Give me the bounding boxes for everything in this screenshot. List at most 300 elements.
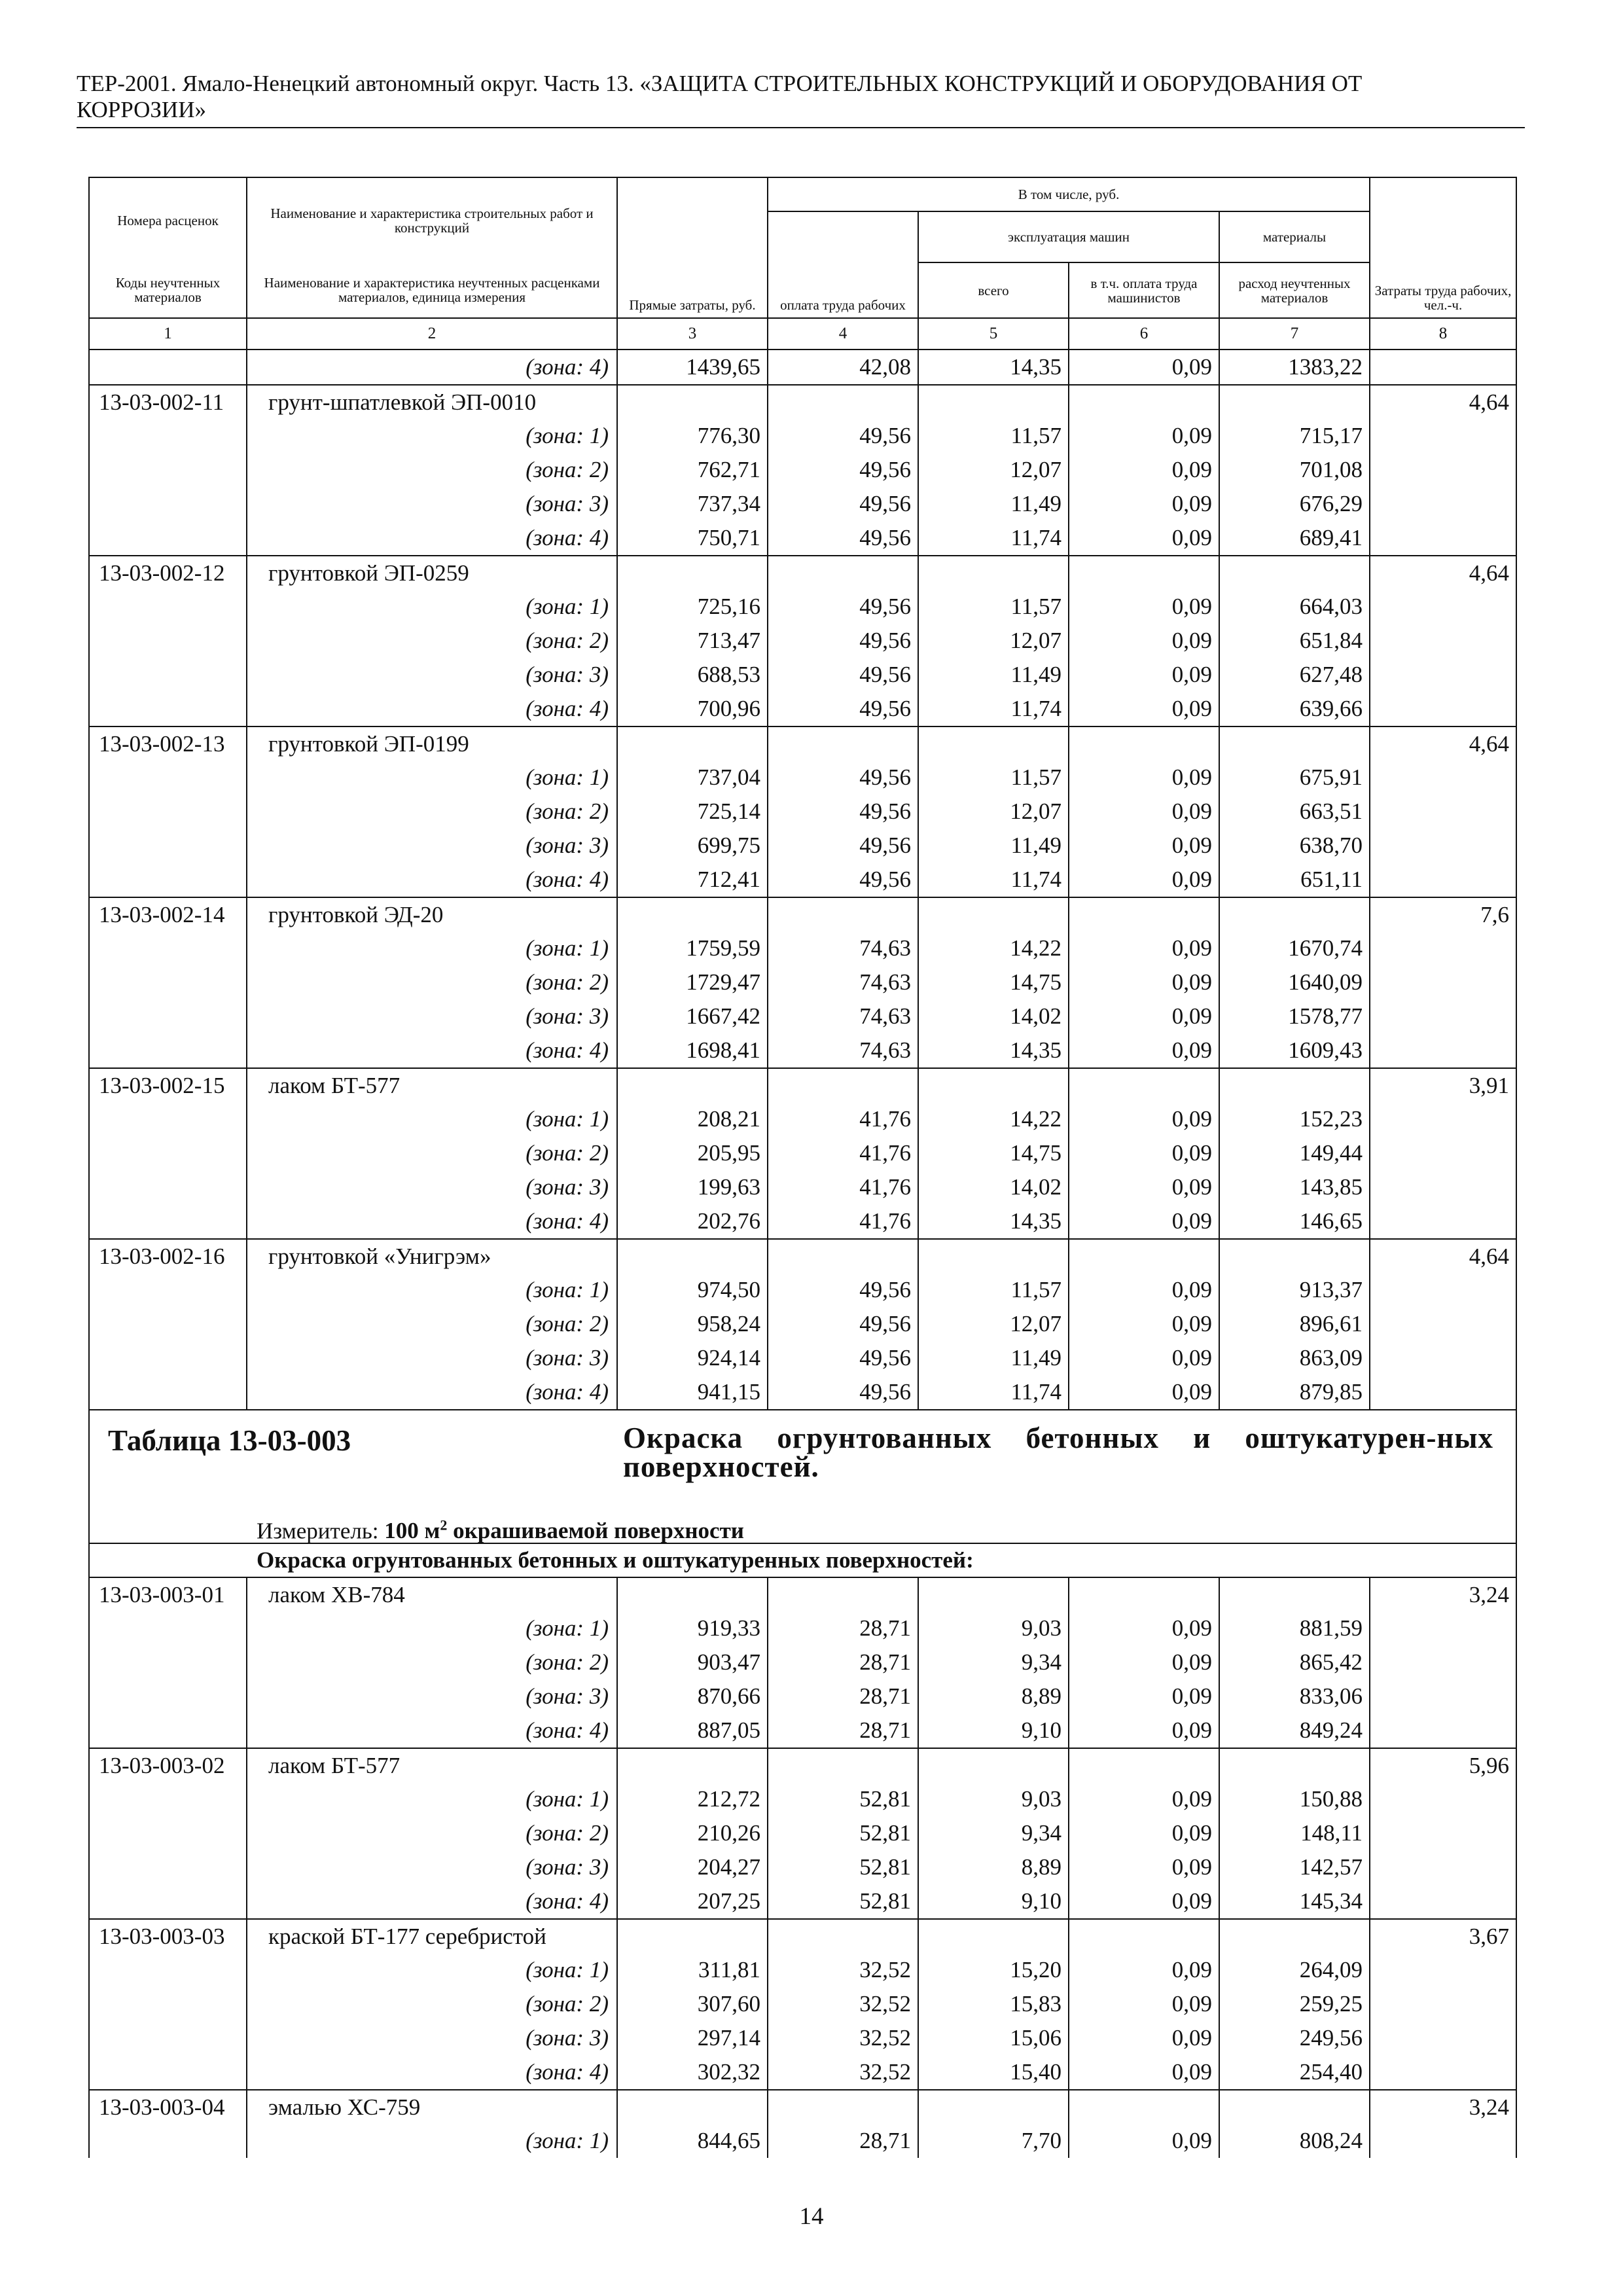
empty-cell <box>89 1170 247 1204</box>
empty-cell <box>1370 795 1516 829</box>
worker-wages: 28,71 <box>768 2124 918 2158</box>
worker-wages: 42,08 <box>768 350 918 385</box>
zone-label: (зона: 4) <box>247 350 617 385</box>
machines-total: 11,49 <box>918 829 1069 863</box>
machinist-wages: 0,09 <box>1069 1782 1219 1816</box>
machinist-wages: 0,09 <box>1069 2124 1219 2158</box>
zone-row <box>89 2055 1516 2090</box>
rate-name: грунтовкой «Унигрэм» <box>247 1239 617 1274</box>
rate-code: 13-03-002-16 <box>89 1239 247 1274</box>
rate-code: 13-03-003-01 <box>89 1577 247 1612</box>
machines-total: 11,49 <box>918 1341 1069 1375</box>
empty-cell <box>89 1033 247 1068</box>
empty-cell <box>89 1850 247 1884</box>
machinist-wages: 0,09 <box>1069 1884 1219 1919</box>
machinist-wages: 0,09 <box>1069 692 1219 726</box>
zone-label: (зона: 2) <box>247 1307 617 1341</box>
worker-wages: 74,63 <box>768 999 918 1033</box>
materials-cost: 152,23 <box>1219 1103 1370 1137</box>
zone-row <box>89 1816 1516 1850</box>
meter-value-exponent: 2 <box>440 1516 448 1534</box>
empty-cell <box>1219 2090 1370 2125</box>
machinist-wages: 0,09 <box>1069 453 1219 487</box>
empty-cell <box>1370 692 1516 726</box>
empty-cell <box>1370 932 1516 966</box>
rate-header-row <box>89 897 1516 932</box>
worker-wages: 41,76 <box>768 1136 918 1170</box>
empty-cell <box>1370 1136 1516 1170</box>
empty-cell <box>617 1919 768 1954</box>
machinist-wages: 0,09 <box>1069 1679 1219 1713</box>
rate-code: 13-03-002-12 <box>89 556 247 590</box>
empty-cell <box>617 897 768 932</box>
empty-cell <box>89 1612 247 1646</box>
empty-cell <box>1219 1748 1370 1783</box>
zone-label: (зона: 1) <box>247 590 617 624</box>
machines-total: 14,02 <box>918 1170 1069 1204</box>
zone-label: (зона: 3) <box>247 487 617 521</box>
rate-name: грунтовкой ЭП-0259 <box>247 556 617 590</box>
empty-cell <box>1370 1987 1516 2021</box>
worker-wages: 52,81 <box>768 1850 918 1884</box>
wages-header: оплата труда рабочих <box>768 211 918 318</box>
empty-cell <box>89 1679 247 1713</box>
empty-cell <box>89 2055 247 2090</box>
machinist-wages: 0,09 <box>1069 829 1219 863</box>
rate-header-row <box>89 385 1516 420</box>
rate-header-row <box>89 726 1516 761</box>
materials-cost: 715,17 <box>1219 420 1370 454</box>
empty-cell <box>1069 1068 1219 1103</box>
zone-label: (зона: 4) <box>247 1713 617 1748</box>
zone-row <box>89 965 1516 999</box>
machinist-wages: 0,09 <box>1069 487 1219 521</box>
labor-cost: 3,24 <box>1370 1577 1516 1612</box>
machines-total: 11,74 <box>918 692 1069 726</box>
zone-label: (зона: 3) <box>247 658 617 692</box>
materials-cost: 259,25 <box>1219 1987 1370 2021</box>
zone-row <box>89 2021 1516 2055</box>
machinist-wages: 0,09 <box>1069 2021 1219 2055</box>
zone-row <box>89 2124 1516 2158</box>
worker-wages: 28,71 <box>768 1645 918 1679</box>
worker-wages: 49,56 <box>768 1341 918 1375</box>
materials-cost: 639,66 <box>1219 692 1370 726</box>
labor-cost: 3,67 <box>1370 1919 1516 1954</box>
empty-cell <box>918 1748 1069 1783</box>
direct-costs: 924,14 <box>617 1341 768 1375</box>
rate-header-row <box>89 1748 1516 1783</box>
labor-cost: 7,6 <box>1370 897 1516 932</box>
empty-cell <box>1069 1748 1219 1783</box>
col-number: 3 <box>617 318 768 350</box>
machines-total: 11,49 <box>918 487 1069 521</box>
materials-cost: 148,11 <box>1219 1816 1370 1850</box>
materials-cost: 149,44 <box>1219 1136 1370 1170</box>
materials-cost: 676,29 <box>1219 487 1370 521</box>
direct-costs: 700,96 <box>617 692 768 726</box>
empty-cell <box>1370 1713 1516 1748</box>
zone-row <box>89 350 1516 385</box>
col-number: 4 <box>768 318 918 350</box>
machines-total: 14,22 <box>918 932 1069 966</box>
col-number: 6 <box>1069 318 1219 350</box>
direct-costs: 1698,41 <box>617 1033 768 1068</box>
zone-label: (зона: 2) <box>247 795 617 829</box>
direct-costs: 737,34 <box>617 487 768 521</box>
empty-cell <box>918 385 1069 420</box>
empty-cell <box>617 1068 768 1103</box>
zone-row <box>89 761 1516 795</box>
zone-row <box>89 590 1516 624</box>
zone-row <box>89 1170 1516 1204</box>
rate-header-row <box>89 1068 1516 1103</box>
materials-cost: 638,70 <box>1219 829 1370 863</box>
worker-wages: 49,56 <box>768 521 918 556</box>
meter-value-unit: окрашиваемой поверхности <box>447 1518 744 1543</box>
worker-wages: 41,76 <box>768 1103 918 1137</box>
materials-cost: 264,09 <box>1219 1953 1370 1987</box>
table-meter-row <box>89 1509 1516 1543</box>
empty-cell <box>918 897 1069 932</box>
machinist-wages: 0,09 <box>1069 1645 1219 1679</box>
zone-row <box>89 1679 1516 1713</box>
worker-wages: 32,52 <box>768 2021 918 2055</box>
table-number: Таблица 13-03-003 <box>108 1424 351 1457</box>
zone-row <box>89 420 1516 454</box>
empty-cell <box>1219 1919 1370 1954</box>
labor-cost: 3,91 <box>1370 1068 1516 1103</box>
empty-cell <box>768 1577 918 1612</box>
empty-cell <box>89 1816 247 1850</box>
empty-cell <box>89 1341 247 1375</box>
zone-row <box>89 829 1516 863</box>
machines-total: 14,22 <box>918 1103 1069 1137</box>
empty-cell <box>1069 1239 1219 1274</box>
rate-name: грунт-шпатлевкой ЭП-0010 <box>247 385 617 420</box>
machinist-wages: 0,09 <box>1069 590 1219 624</box>
zone-label: (зона: 4) <box>247 692 617 726</box>
worker-wages: 49,56 <box>768 453 918 487</box>
materials-cost: 627,48 <box>1219 658 1370 692</box>
direct-costs: 1759,59 <box>617 932 768 966</box>
machines-total: 9,34 <box>918 1816 1069 1850</box>
document-header <box>77 71 1523 123</box>
rate-name: грунтовкой ЭД-20 <box>247 897 617 932</box>
worker-wages: 52,81 <box>768 1816 918 1850</box>
empty-cell <box>1219 897 1370 932</box>
empty-cell <box>1370 1612 1516 1646</box>
empty-cell <box>89 829 247 863</box>
empty-cell <box>617 726 768 761</box>
direct-costs: 207,25 <box>617 1884 768 1919</box>
direct-costs: 202,76 <box>617 1204 768 1239</box>
zone-label: (зона: 1) <box>247 420 617 454</box>
direct-costs: 737,04 <box>617 761 768 795</box>
empty-cell <box>1370 1307 1516 1341</box>
worker-wages: 49,56 <box>768 1375 918 1410</box>
empty-cell <box>1069 726 1219 761</box>
empty-cell <box>1370 1341 1516 1375</box>
worker-wages: 49,56 <box>768 590 918 624</box>
materials-unaccounted-header: расход неучтенных материалов <box>1219 262 1370 318</box>
zone-row <box>89 487 1516 521</box>
zone-label: (зона: 3) <box>247 2021 617 2055</box>
machinist-wages: 0,09 <box>1069 1341 1219 1375</box>
zone-label: (зона: 1) <box>247 1274 617 1308</box>
zone-label: (зона: 1) <box>247 1953 617 1987</box>
worker-wages: 74,63 <box>768 932 918 966</box>
zone-label: (зона: 4) <box>247 1204 617 1239</box>
zone-label: (зона: 3) <box>247 999 617 1033</box>
machinist-wages: 0,09 <box>1069 999 1219 1033</box>
empty-cell <box>1219 1577 1370 1612</box>
zone-row <box>89 795 1516 829</box>
machines-total: 15,83 <box>918 1987 1069 2021</box>
machines-total-header: всего <box>918 262 1069 318</box>
empty-cell <box>1069 2090 1219 2125</box>
empty-cell <box>1069 897 1219 932</box>
machinist-wages: 0,09 <box>1069 658 1219 692</box>
empty-cell <box>918 1919 1069 1954</box>
rate-header-row <box>89 556 1516 590</box>
direct-costs: 870,66 <box>617 1679 768 1713</box>
col-number: 5 <box>918 318 1069 350</box>
codes-header-2: Коды неучтенных материалов <box>89 262 247 318</box>
worker-wages: 52,81 <box>768 1884 918 1919</box>
empty-cell <box>1370 590 1516 624</box>
zone-row <box>89 1713 1516 1748</box>
empty-cell <box>89 1987 247 2021</box>
zone-row <box>89 1612 1516 1646</box>
worker-wages: 41,76 <box>768 1170 918 1204</box>
machines-total: 12,07 <box>918 795 1069 829</box>
table-13-03-003-rows <box>89 1577 1516 2159</box>
machines-total: 14,02 <box>918 999 1069 1033</box>
machines-total: 12,07 <box>918 1307 1069 1341</box>
empty-cell <box>768 385 918 420</box>
zone-row <box>89 1782 1516 1816</box>
zone-label: (зона: 4) <box>247 2055 617 2090</box>
zone-label: (зона: 3) <box>247 1341 617 1375</box>
empty-cell <box>89 1713 247 1748</box>
machines-total: 12,07 <box>918 624 1069 658</box>
labor-cost: 3,24 <box>1370 2090 1516 2125</box>
empty-cell <box>89 1782 247 1816</box>
direct-costs: 725,16 <box>617 590 768 624</box>
machinist-wages: 0,09 <box>1069 1274 1219 1308</box>
machinist-wages: 0,09 <box>1069 1850 1219 1884</box>
zone-label: (зона: 2) <box>247 453 617 487</box>
worker-wages: 49,56 <box>768 487 918 521</box>
machines-total: 14,75 <box>918 1136 1069 1170</box>
zone-row <box>89 1204 1516 1239</box>
worker-wages: 32,52 <box>768 1987 918 2021</box>
labor-cost: 4,64 <box>1370 385 1516 420</box>
machinist-wages: 0,09 <box>1069 1987 1219 2021</box>
direct-costs: 297,14 <box>617 2021 768 2055</box>
empty-cell <box>1219 556 1370 590</box>
zone-label: (зона: 2) <box>247 965 617 999</box>
worker-wages: 52,81 <box>768 1782 918 1816</box>
empty-cell <box>1370 521 1516 556</box>
empty-cell <box>918 1577 1069 1612</box>
zone-row <box>89 932 1516 966</box>
worker-wages: 32,52 <box>768 1953 918 1987</box>
empty-cell <box>89 453 247 487</box>
direct-costs: 776,30 <box>617 420 768 454</box>
empty-cell <box>1219 726 1370 761</box>
materials-cost: 1640,09 <box>1219 965 1370 999</box>
col-number: 2 <box>247 318 617 350</box>
direct-costs: 974,50 <box>617 1274 768 1308</box>
labor-cost: 5,96 <box>1370 1748 1516 1783</box>
machinist-wages: 0,09 <box>1069 1033 1219 1068</box>
empty-cell <box>89 521 247 556</box>
empty-cell <box>918 1068 1069 1103</box>
empty-cell <box>1370 1782 1516 1816</box>
empty-cell <box>89 624 247 658</box>
table-title-row <box>89 1410 1516 1509</box>
worker-wages: 49,56 <box>768 420 918 454</box>
empty-cell <box>1370 761 1516 795</box>
materials-cost: 689,41 <box>1219 521 1370 556</box>
zone-label: (зона: 4) <box>247 1375 617 1410</box>
header-line-2: КОРРОЗИИ» <box>77 97 206 122</box>
direct-costs: 1667,42 <box>617 999 768 1033</box>
empty-cell <box>1370 999 1516 1033</box>
empty-cell <box>768 726 918 761</box>
col-number: 7 <box>1219 318 1370 350</box>
machines-total: 11,57 <box>918 590 1069 624</box>
including-header: В том числе, руб. <box>768 177 1370 211</box>
rate-name: лаком ХВ-784 <box>247 1577 617 1612</box>
worker-wages: 49,56 <box>768 761 918 795</box>
empty-cell <box>1370 453 1516 487</box>
rate-header-row <box>89 1919 1516 1954</box>
empty-cell <box>1370 1170 1516 1204</box>
worker-wages: 74,63 <box>768 965 918 999</box>
worker-wages: 49,56 <box>768 829 918 863</box>
materials-cost: 808,24 <box>1219 2124 1370 2158</box>
empty-cell <box>1370 2021 1516 2055</box>
direct-costs: 941,15 <box>617 1375 768 1410</box>
direct-costs: 762,71 <box>617 453 768 487</box>
direct-costs: 887,05 <box>617 1713 768 1748</box>
empty-cell <box>89 1103 247 1137</box>
machinist-wages: 0,09 <box>1069 1103 1219 1137</box>
materials-cost: 254,40 <box>1219 2055 1370 2090</box>
zone-row <box>89 1103 1516 1137</box>
direct-costs-header: Прямые затраты, руб. <box>617 177 768 318</box>
zone-label: (зона: 2) <box>247 1136 617 1170</box>
worker-wages: 49,56 <box>768 624 918 658</box>
zone-label: (зона: 2) <box>247 1987 617 2021</box>
direct-costs: 750,71 <box>617 521 768 556</box>
name-header-2: Наименование и характеристика неучтенных расценками материалов, единица измерения <box>247 262 617 318</box>
meter-label: Измеритель: <box>257 1518 379 1543</box>
zone-row <box>89 863 1516 897</box>
machines-total: 11,74 <box>918 1375 1069 1410</box>
empty-cell <box>1370 1204 1516 1239</box>
machinist-wages: 0,09 <box>1069 350 1219 385</box>
table-title: Окраска огрунтованных бетонных и оштукатурен-ных поверхностей. <box>623 1421 1493 1483</box>
empty-cell <box>89 1136 247 1170</box>
machines-total: 14,75 <box>918 965 1069 999</box>
empty-cell <box>89 350 247 385</box>
materials-cost: 701,08 <box>1219 453 1370 487</box>
zone-label: (зона: 1) <box>247 932 617 966</box>
machinist-wages: 0,09 <box>1069 795 1219 829</box>
machines-total: 7,70 <box>918 2124 1069 2158</box>
materials-cost: 663,51 <box>1219 795 1370 829</box>
rate-code: 13-03-002-13 <box>89 726 247 761</box>
machinist-wages: 0,09 <box>1069 420 1219 454</box>
empty-cell <box>1069 385 1219 420</box>
zone-row <box>89 1341 1516 1375</box>
machinist-wages: 0,09 <box>1069 1136 1219 1170</box>
zone-label: (зона: 3) <box>247 829 617 863</box>
direct-costs: 713,47 <box>617 624 768 658</box>
machinist-wages: 0,09 <box>1069 624 1219 658</box>
empty-cell <box>768 1239 918 1274</box>
empty-cell <box>1370 1816 1516 1850</box>
zone-label: (зона: 2) <box>247 1645 617 1679</box>
zone-row <box>89 1953 1516 1987</box>
materials-cost: 651,84 <box>1219 624 1370 658</box>
empty-cell <box>1370 350 1516 385</box>
machinist-wages: 0,09 <box>1069 1307 1219 1341</box>
empty-cell <box>89 1204 247 1239</box>
materials-cost: 849,24 <box>1219 1713 1370 1748</box>
materials-cost: 1670,74 <box>1219 932 1370 966</box>
machinist-wages: 0,09 <box>1069 1204 1219 1239</box>
direct-costs: 725,14 <box>617 795 768 829</box>
empty-cell <box>1370 863 1516 897</box>
empty-cell <box>89 999 247 1033</box>
empty-cell <box>1219 1068 1370 1103</box>
empty-cell <box>89 420 247 454</box>
zone-row <box>89 692 1516 726</box>
empty-cell <box>1370 965 1516 999</box>
machines-total: 9,10 <box>918 1713 1069 1748</box>
machinist-wages: 0,09 <box>1069 863 1219 897</box>
col-number: 1 <box>89 318 247 350</box>
header-rule <box>77 127 1525 128</box>
rate-code: 13-03-002-11 <box>89 385 247 420</box>
rate-header-row <box>89 1239 1516 1274</box>
meter-value: 100 м <box>384 1518 440 1543</box>
zone-label: (зона: 2) <box>247 1816 617 1850</box>
column-number-row <box>89 318 1516 350</box>
materials-cost: 1609,43 <box>1219 1033 1370 1068</box>
empty-cell <box>1370 420 1516 454</box>
direct-costs: 1729,47 <box>617 965 768 999</box>
zone-row <box>89 1274 1516 1308</box>
zone-label: (зона: 1) <box>247 761 617 795</box>
rate-code: 13-03-003-03 <box>89 1919 247 1954</box>
empty-cell <box>1370 829 1516 863</box>
machines-total: 14,35 <box>918 1033 1069 1068</box>
empty-cell <box>617 385 768 420</box>
direct-costs: 205,95 <box>617 1136 768 1170</box>
empty-cell <box>617 1239 768 1274</box>
zone-label: (зона: 4) <box>247 521 617 556</box>
empty-cell <box>1370 1645 1516 1679</box>
empty-cell <box>89 1645 247 1679</box>
worker-wages: 49,56 <box>768 863 918 897</box>
zone-row <box>89 521 1516 556</box>
